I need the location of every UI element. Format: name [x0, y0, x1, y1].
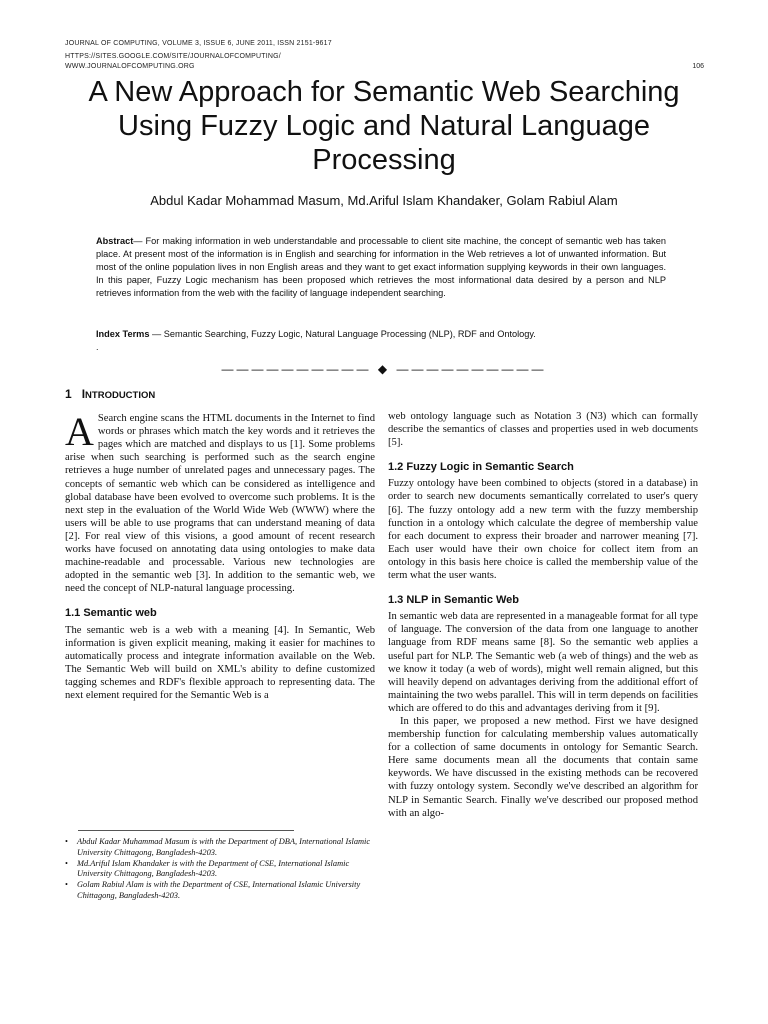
subsection-1-1-paragraph: The semantic web is a web with a meaning [4]. In Semantic, Web information is given explicit meaning, making it easier for machines to automatically process and integrate information available on the Web. The Semantic Web will build on XML's ability to define customized tagging schemes and RDF's flexible approach to representing data. The next element required for the Semantic Web is a: [65, 624, 375, 701]
paper-authors: Abdul Kadar Mohammad Masum, Md.Ariful Islam Khandaker, Golam Rabiul Alam: [150, 193, 618, 208]
section-cap: I: [81, 387, 86, 401]
abstract-dash: —: [133, 236, 143, 246]
subsection-1-3-paragraph: In semantic web data are represented in a manageable format for all type of language. The conversion of the data from one language to another language from RDF means same [8]. So the semantic web applies a useful part for NLP. The Semantic web (a web of things) and the web as we know it today (a web of words), might well remain aligned, but this will heavily depend on advantages deriving from the additional effort of maintaining the two webs parallel. This will in term depends on facilities which are offered to do this and advantages deriving from it [9].: [388, 611, 698, 714]
section-introduction-heading: [65, 388, 375, 402]
footnote-item: • Md.Ariful Islam Khandaker is with the Department of CSE, International Islamic University Chittagong, Bangladesh-4203.: [65, 859, 383, 881]
journal-url-1[interactable]: HTTPS://SITES.GOOGLE.COM/SITE/JOURNALOFCOMPUTING/: [65, 53, 281, 60]
author-footnotes: [65, 837, 383, 902]
footnote-item: • Golam Rabiul Alam is with the Department of CSE, International Islamic University Chittagong, Bangladesh-4203.: [65, 880, 383, 902]
abstract-text: For making information in web understandable and processable to client site machine, the concept of semantic web has taken place. At present most of the information is in English and searching for information in the Web retrieves a lot of unwanted information. But most of the online population lives in non English areas and they want to get exact information supplying keywords in their own languages. In this paper, Fuzzy Logic mechanism has been proposed which retrieves the most informational data desired by a person and NLP retrieves information from the web with the facility of language independent searching.: [96, 236, 666, 298]
journal-url-2[interactable]: WWW.JOURNALOFCOMPUTING.ORG: [65, 63, 195, 70]
section-number: 1: [65, 387, 72, 401]
journal-header-line: JOURNAL OF COMPUTING, VOLUME 3, ISSUE 6, JUNE 2011, ISSN 2151-9617: [65, 40, 332, 47]
continued-paragraph: web ontology language such as Notation 3 (N3) which can formally describe the semantics of classes and properties used in web documents [5].: [388, 411, 698, 449]
right-column: [388, 410, 698, 820]
footnote-rule: [78, 830, 294, 831]
trailing-dot: .: [96, 342, 99, 352]
index-terms-text: Semantic Searching, Fuzzy Logic, Natural Language Processing (NLP), RDF and Ontology.: [163, 329, 536, 339]
left-column: [65, 388, 375, 702]
index-terms: [96, 328, 666, 341]
intro-text: Search engine scans the HTML documents in the Internet to find words or phrases which match the key words and it retrieves the pages which are matched and displays to us [1]. Some problems arise when such searching is performed such as the search engine retrieves a huge number of unrelated pages and unnecessary pages. The concepts of semantic web which can be considered as intelligence and global database have been evolved to overcome such problems. It is the next step in the evaluation of the World Wide Web (WWW) where the users will be able to use programs that can understand meaning of data [2]. For real view of this visions, a good amount of recent research works have focused on annotating data using ontologies to make data machine-readable and processable. Various new technologies are adopted in the semantic web [3]. In addition to the semantic web, we need the concept of NLP-natural language processing.: [65, 413, 375, 595]
index-terms-label: Index Terms: [96, 329, 150, 339]
abstract: [96, 235, 666, 300]
drop-cap: A: [65, 409, 94, 455]
index-terms-dash: —: [149, 329, 164, 339]
abstract-label: Abstract: [96, 236, 134, 246]
footnote-item: • Abdul Kadar Muhammad Masum is with the Department of DBA, International Islamic University Chittagong, Bangladesh-4203.: [65, 837, 383, 859]
intro-paragraph: [65, 409, 375, 595]
section-title-rest: NTRODUCTION: [85, 390, 156, 401]
paper-title: A New Approach for Semantic Web Searching Using Fuzzy Logic and Natural Language Processing: [88, 76, 680, 176]
subsection-1-1-heading: 1.1 Semantic web: [65, 607, 157, 620]
subsection-1-3-paragraph-2: In this paper, we proposed a new method. First we have designed membership function for calculating membership values automatically for a collection of same documents in ontology for Semantic Search. Here same documents mean all the documents that contain same keywords. We have discussed in the existing methods can be recovered with fuzzy ontology system. Secondly we've described an algorithm for NLP in Semantic Search. Finally we've described our proposed method with an algo-: [388, 715, 698, 819]
subsection-1-2-heading: 1.2 Fuzzy Logic in Semantic Search: [388, 461, 574, 474]
page-number: 106: [692, 63, 704, 70]
subsection-1-2-paragraph: Fuzzy ontology have been combined to objects (stored in a database) in order to search new documents semantically correlated to user's query [6]. The fuzzy ontology add a new term with the fuzzy membership function in a ontology which calculate the degree of membership value for each document to express their broader and narrower meaning [7]. Each user would have their own choice for collect item from an ontology in this basis here choice is called the membership value of the term what the user wants.: [388, 478, 698, 582]
subsection-1-3-heading: 1.3 NLP in Semantic Web: [388, 594, 520, 607]
section-separator: —————————— ◆ ——————————: [221, 362, 547, 376]
